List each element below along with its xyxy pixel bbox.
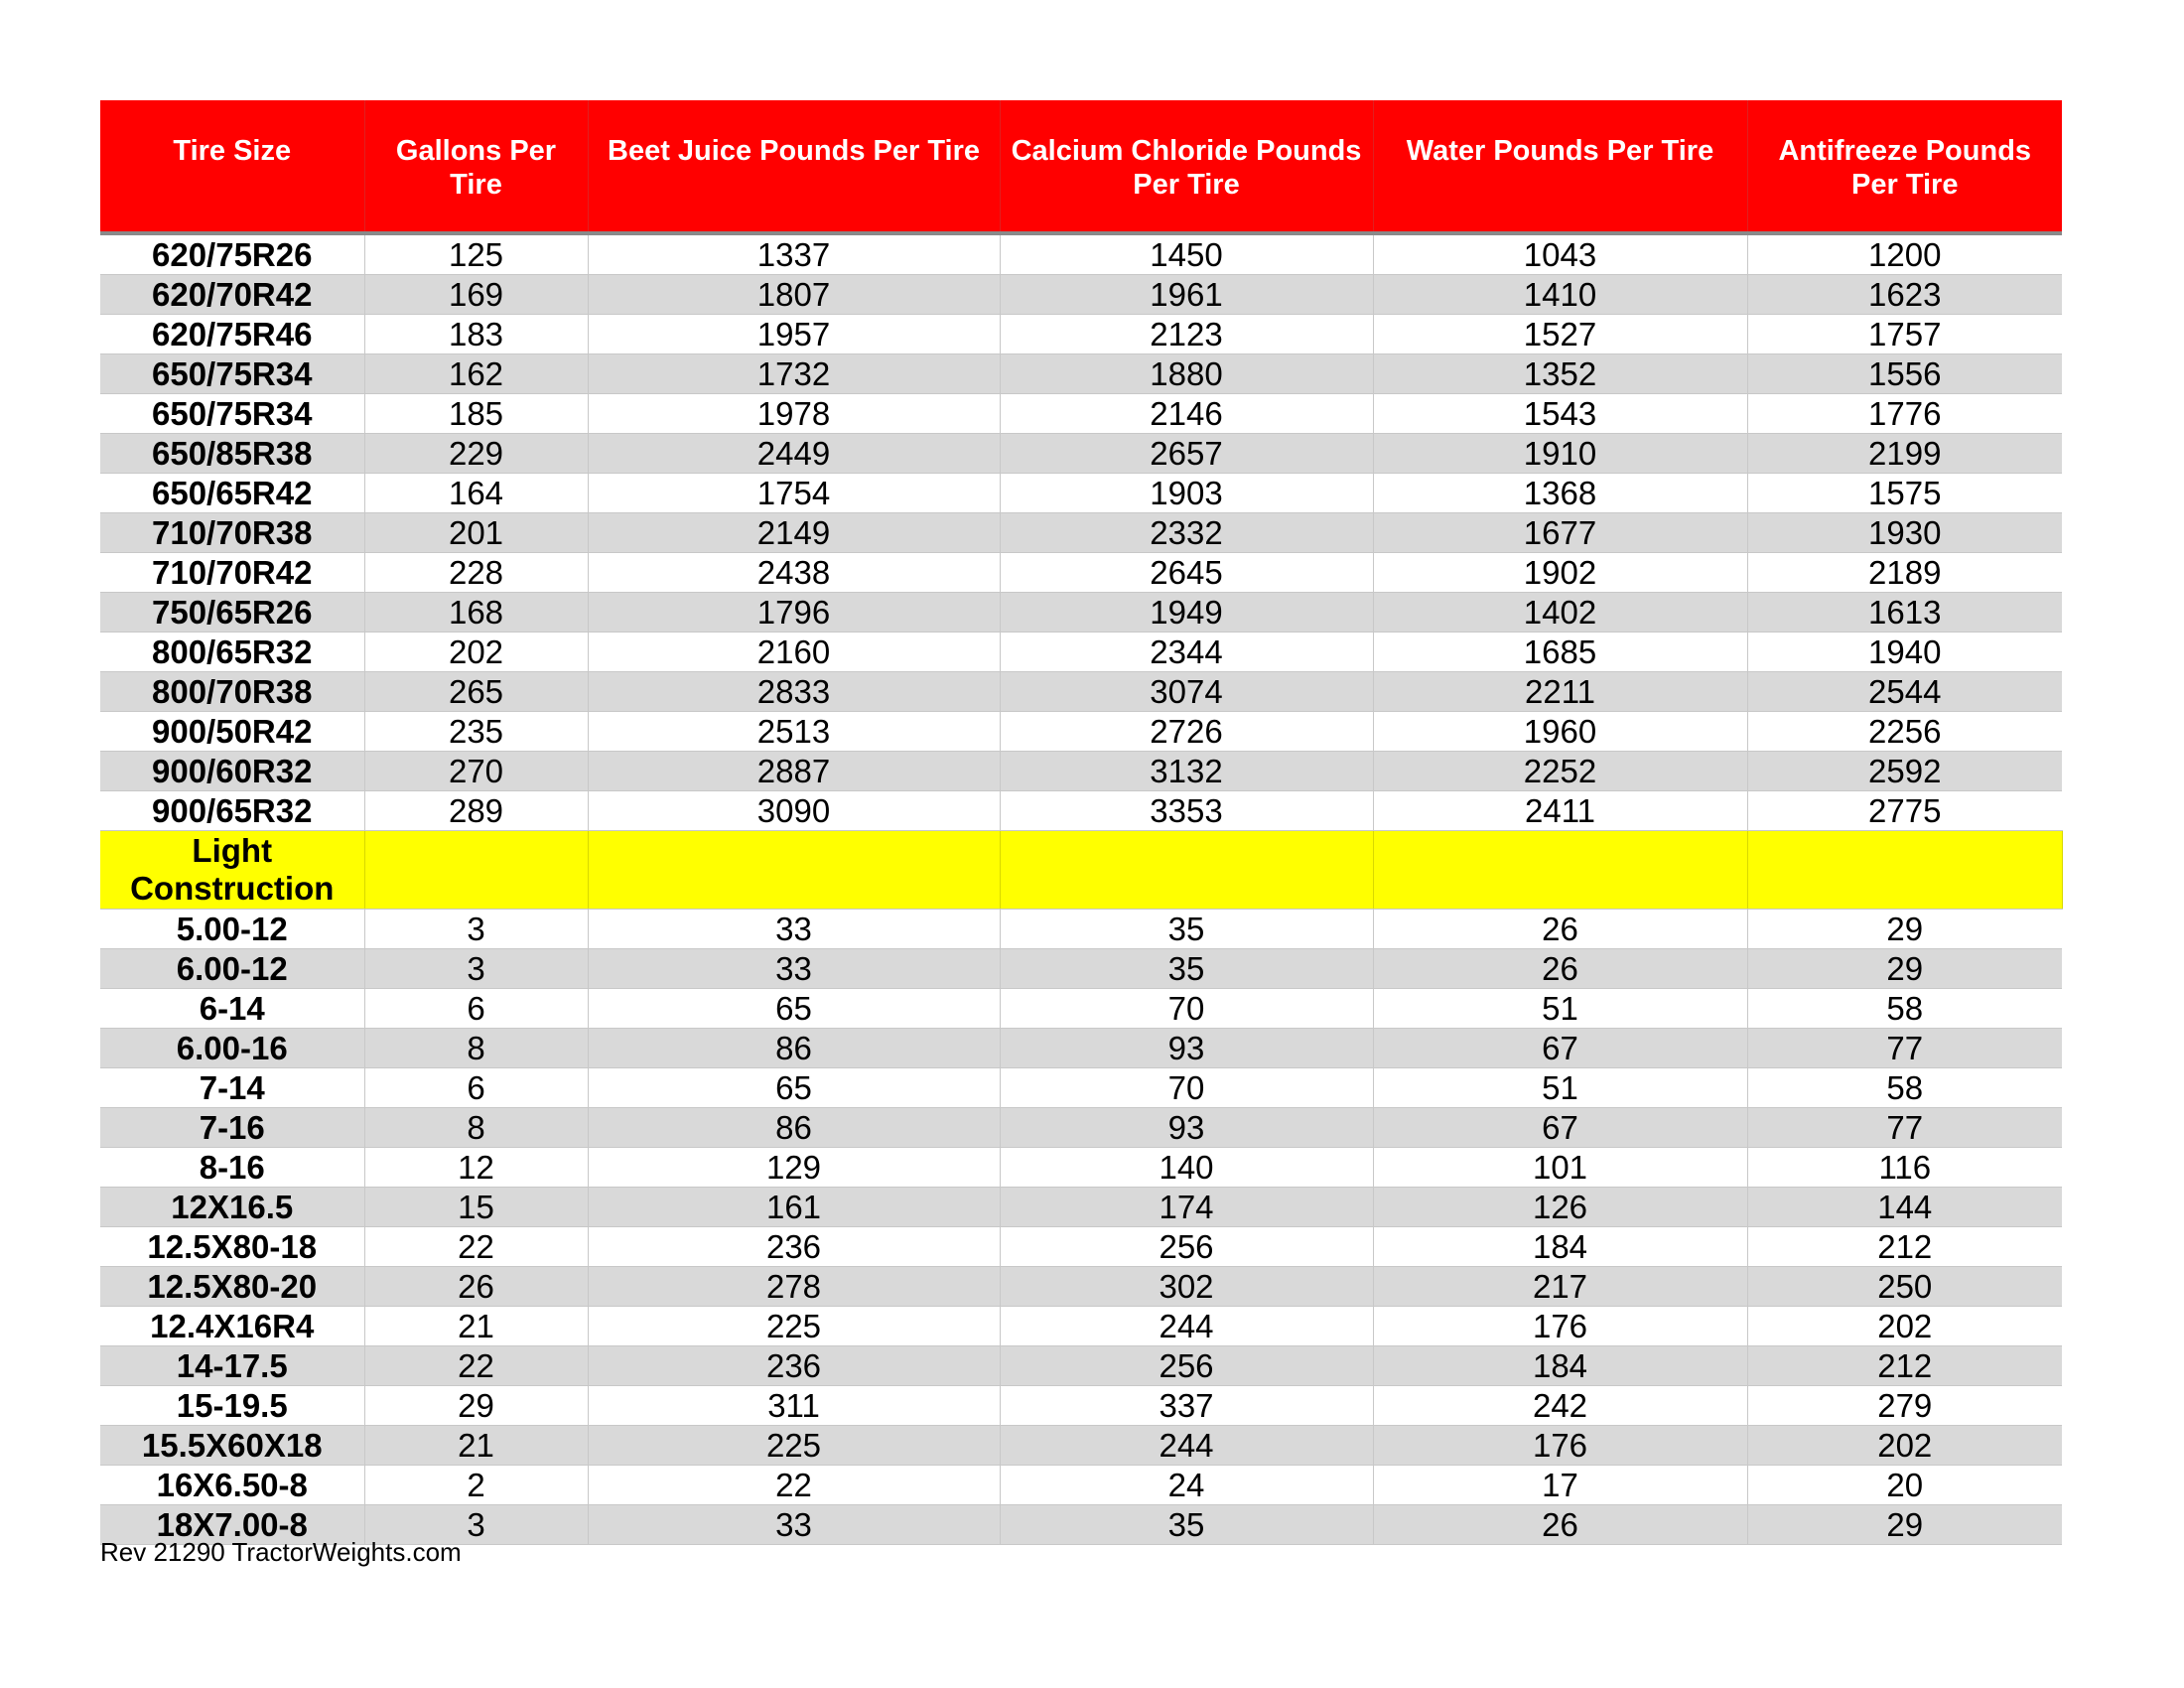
tire-ballast-table	[100, 100, 2063, 1545]
table-row	[100, 1068, 2062, 1108]
cell-antifreeze-lbs: 2189	[1747, 553, 2062, 593]
cell-gallons: 21	[364, 1307, 588, 1346]
cell-calcium-chloride-lbs: 35	[1000, 1505, 1373, 1545]
cell-gallons: 22	[364, 1227, 588, 1267]
cell-antifreeze-lbs: 1757	[1747, 315, 2062, 354]
table-row	[100, 1148, 2062, 1188]
cell-beet-juice-lbs: 33	[588, 910, 1000, 949]
cell-calcium-chloride-lbs: 2726	[1000, 712, 1373, 752]
cell-gallons: 3	[364, 1505, 588, 1545]
cell-calcium-chloride-lbs: 1961	[1000, 275, 1373, 315]
cell-water-lbs: 26	[1373, 1505, 1747, 1545]
cell-beet-juice-lbs: 33	[588, 1505, 1000, 1545]
cell-calcium-chloride-lbs: 337	[1000, 1386, 1373, 1426]
cell-antifreeze-lbs: 1556	[1747, 354, 2062, 394]
cell-tire-size: 650/85R38	[100, 434, 364, 474]
table-row	[100, 1346, 2062, 1386]
cell-calcium-chloride-lbs: 93	[1000, 1029, 1373, 1068]
table-row	[100, 1386, 2062, 1426]
section-row-light-construction	[100, 831, 2062, 910]
cell-water-lbs: 2252	[1373, 752, 1747, 791]
cell-tire-size: 650/75R34	[100, 354, 364, 394]
cell-water-lbs: 1960	[1373, 712, 1747, 752]
cell-water-lbs: 2411	[1373, 791, 1747, 831]
cell-calcium-chloride-lbs: 3132	[1000, 752, 1373, 791]
table-row	[100, 1307, 2062, 1346]
cell-gallons: 125	[364, 233, 588, 275]
cell-tire-size: 650/65R42	[100, 474, 364, 513]
cell-tire-size: 15-19.5	[100, 1386, 364, 1426]
cell-tire-size: 710/70R38	[100, 513, 364, 553]
cell-water-lbs: 1543	[1373, 394, 1747, 434]
table-row	[100, 593, 2062, 633]
cell-tire-size: 18X7.00-8	[100, 1505, 364, 1545]
section-label: Light Construction	[100, 831, 364, 910]
cell-calcium-chloride-lbs: 256	[1000, 1227, 1373, 1267]
cell-water-lbs: 1410	[1373, 275, 1747, 315]
table-row	[100, 275, 2062, 315]
cell-tire-size: 900/60R32	[100, 752, 364, 791]
table-row	[100, 315, 2062, 354]
cell-beet-juice-lbs: 2438	[588, 553, 1000, 593]
cell-water-lbs: 176	[1373, 1426, 1747, 1466]
cell-gallons: 169	[364, 275, 588, 315]
cell-antifreeze-lbs: 202	[1747, 1426, 2062, 1466]
cell-beet-juice-lbs: 2513	[588, 712, 1000, 752]
cell-beet-juice-lbs: 129	[588, 1148, 1000, 1188]
cell-gallons: 2	[364, 1466, 588, 1505]
cell-water-lbs: 51	[1373, 1068, 1747, 1108]
cell-beet-juice-lbs: 1754	[588, 474, 1000, 513]
cell-water-lbs: 101	[1373, 1148, 1747, 1188]
cell-antifreeze-lbs: 29	[1747, 1505, 2062, 1545]
cell-tire-size: 800/65R32	[100, 633, 364, 672]
table-row	[100, 553, 2062, 593]
cell-beet-juice-lbs: 225	[588, 1307, 1000, 1346]
cell-antifreeze-lbs: 116	[1747, 1148, 2062, 1188]
cell-tire-size: 6.00-16	[100, 1029, 364, 1068]
cell-tire-size: 15.5X60X18	[100, 1426, 364, 1466]
cell-antifreeze-lbs: 2775	[1747, 791, 2062, 831]
cell-gallons: 168	[364, 593, 588, 633]
table-body	[100, 233, 2062, 1545]
table-row	[100, 752, 2062, 791]
cell-tire-size: 12.5X80-18	[100, 1227, 364, 1267]
cell-calcium-chloride-lbs: 1450	[1000, 233, 1373, 275]
section-empty-cell	[588, 831, 1000, 910]
cell-antifreeze-lbs: 144	[1747, 1188, 2062, 1227]
cell-antifreeze-lbs: 29	[1747, 910, 2062, 949]
cell-beet-juice-lbs: 2160	[588, 633, 1000, 672]
cell-tire-size: 16X6.50-8	[100, 1466, 364, 1505]
cell-tire-size: 12.5X80-20	[100, 1267, 364, 1307]
cell-gallons: 15	[364, 1188, 588, 1227]
cell-gallons: 8	[364, 1029, 588, 1068]
section-empty-cell	[1747, 831, 2062, 910]
cell-calcium-chloride-lbs: 2344	[1000, 633, 1373, 672]
cell-gallons: 3	[364, 949, 588, 989]
header-gallons-per-tire: Gallons Per Tire	[364, 100, 588, 233]
cell-tire-size: 900/65R32	[100, 791, 364, 831]
cell-tire-size: 7-16	[100, 1108, 364, 1148]
cell-calcium-chloride-lbs: 174	[1000, 1188, 1373, 1227]
cell-antifreeze-lbs: 1623	[1747, 275, 2062, 315]
header-calcium-chloride-pounds: Calcium Chloride Pounds Per Tire	[1000, 100, 1373, 233]
cell-calcium-chloride-lbs: 256	[1000, 1346, 1373, 1386]
cell-gallons: 202	[364, 633, 588, 672]
cell-beet-juice-lbs: 2887	[588, 752, 1000, 791]
cell-beet-juice-lbs: 65	[588, 1068, 1000, 1108]
cell-antifreeze-lbs: 1200	[1747, 233, 2062, 275]
cell-gallons: 3	[364, 910, 588, 949]
table-row	[100, 1466, 2062, 1505]
section-empty-cell	[1000, 831, 1373, 910]
cell-calcium-chloride-lbs: 140	[1000, 1148, 1373, 1188]
cell-water-lbs: 1043	[1373, 233, 1747, 275]
cell-gallons: 228	[364, 553, 588, 593]
cell-tire-size: 620/75R46	[100, 315, 364, 354]
cell-calcium-chloride-lbs: 302	[1000, 1267, 1373, 1307]
table-row	[100, 633, 2062, 672]
cell-water-lbs: 217	[1373, 1267, 1747, 1307]
cell-beet-juice-lbs: 1957	[588, 315, 1000, 354]
cell-antifreeze-lbs: 2199	[1747, 434, 2062, 474]
table-row	[100, 474, 2062, 513]
cell-tire-size: 800/70R38	[100, 672, 364, 712]
table-row	[100, 989, 2062, 1029]
cell-antifreeze-lbs: 1930	[1747, 513, 2062, 553]
cell-calcium-chloride-lbs: 70	[1000, 989, 1373, 1029]
cell-gallons: 183	[364, 315, 588, 354]
cell-gallons: 270	[364, 752, 588, 791]
cell-antifreeze-lbs: 212	[1747, 1346, 2062, 1386]
table-row	[100, 354, 2062, 394]
header-row	[100, 100, 2062, 233]
header-tire-size: Tire Size	[100, 100, 364, 233]
cell-water-lbs: 176	[1373, 1307, 1747, 1346]
cell-gallons: 162	[364, 354, 588, 394]
cell-tire-size: 710/70R42	[100, 553, 364, 593]
revision-footer: Rev 21290 TractorWeights.com	[100, 1537, 462, 1567]
cell-tire-size: 8-16	[100, 1148, 364, 1188]
cell-antifreeze-lbs: 2544	[1747, 672, 2062, 712]
cell-gallons: 26	[364, 1267, 588, 1307]
cell-tire-size: 14-17.5	[100, 1346, 364, 1386]
cell-antifreeze-lbs: 77	[1747, 1108, 2062, 1148]
cell-tire-size: 12X16.5	[100, 1188, 364, 1227]
cell-gallons: 12	[364, 1148, 588, 1188]
cell-calcium-chloride-lbs: 2645	[1000, 553, 1373, 593]
cell-calcium-chloride-lbs: 2657	[1000, 434, 1373, 474]
cell-calcium-chloride-lbs: 24	[1000, 1466, 1373, 1505]
cell-water-lbs: 26	[1373, 949, 1747, 989]
cell-calcium-chloride-lbs: 93	[1000, 1108, 1373, 1148]
cell-water-lbs: 2211	[1373, 672, 1747, 712]
cell-antifreeze-lbs: 77	[1747, 1029, 2062, 1068]
cell-water-lbs: 1402	[1373, 593, 1747, 633]
cell-calcium-chloride-lbs: 3074	[1000, 672, 1373, 712]
cell-gallons: 229	[364, 434, 588, 474]
cell-beet-juice-lbs: 1796	[588, 593, 1000, 633]
cell-water-lbs: 126	[1373, 1188, 1747, 1227]
cell-tire-size: 750/65R26	[100, 593, 364, 633]
table-row	[100, 672, 2062, 712]
cell-water-lbs: 1685	[1373, 633, 1747, 672]
cell-gallons: 164	[364, 474, 588, 513]
cell-tire-size: 7-14	[100, 1068, 364, 1108]
cell-beet-juice-lbs: 2449	[588, 434, 1000, 474]
cell-beet-juice-lbs: 2149	[588, 513, 1000, 553]
cell-tire-size: 650/75R34	[100, 394, 364, 434]
cell-water-lbs: 17	[1373, 1466, 1747, 1505]
cell-water-lbs: 1677	[1373, 513, 1747, 553]
tire-ballast-sheet	[100, 100, 2062, 1545]
cell-gallons: 8	[364, 1108, 588, 1148]
table-row	[100, 712, 2062, 752]
cell-gallons: 201	[364, 513, 588, 553]
cell-water-lbs: 1902	[1373, 553, 1747, 593]
cell-antifreeze-lbs: 2592	[1747, 752, 2062, 791]
cell-beet-juice-lbs: 86	[588, 1029, 1000, 1068]
cell-tire-size: 620/75R26	[100, 233, 364, 275]
cell-tire-size: 6.00-12	[100, 949, 364, 989]
cell-antifreeze-lbs: 279	[1747, 1386, 2062, 1426]
header-beet-juice-pounds: Beet Juice Pounds Per Tire	[588, 100, 1000, 233]
table-row	[100, 434, 2062, 474]
cell-beet-juice-lbs: 225	[588, 1426, 1000, 1466]
cell-gallons: 265	[364, 672, 588, 712]
cell-beet-juice-lbs: 1732	[588, 354, 1000, 394]
cell-calcium-chloride-lbs: 1903	[1000, 474, 1373, 513]
cell-beet-juice-lbs: 86	[588, 1108, 1000, 1148]
cell-water-lbs: 184	[1373, 1227, 1747, 1267]
header-antifreeze-pounds: Antifreeze Pounds Per Tire	[1747, 100, 2062, 233]
cell-calcium-chloride-lbs: 244	[1000, 1307, 1373, 1346]
cell-beet-juice-lbs: 1807	[588, 275, 1000, 315]
cell-antifreeze-lbs: 1613	[1747, 593, 2062, 633]
cell-tire-size: 900/50R42	[100, 712, 364, 752]
cell-antifreeze-lbs: 1575	[1747, 474, 2062, 513]
cell-water-lbs: 67	[1373, 1108, 1747, 1148]
cell-gallons: 235	[364, 712, 588, 752]
cell-beet-juice-lbs: 1337	[588, 233, 1000, 275]
cell-water-lbs: 1527	[1373, 315, 1747, 354]
cell-water-lbs: 51	[1373, 989, 1747, 1029]
cell-gallons: 289	[364, 791, 588, 831]
cell-antifreeze-lbs: 1776	[1747, 394, 2062, 434]
cell-gallons: 6	[364, 989, 588, 1029]
cell-beet-juice-lbs: 236	[588, 1346, 1000, 1386]
table-row	[100, 1227, 2062, 1267]
cell-antifreeze-lbs: 212	[1747, 1227, 2062, 1267]
cell-antifreeze-lbs: 2256	[1747, 712, 2062, 752]
cell-water-lbs: 1352	[1373, 354, 1747, 394]
table-header	[100, 100, 2062, 233]
cell-antifreeze-lbs: 1940	[1747, 633, 2062, 672]
cell-water-lbs: 1910	[1373, 434, 1747, 474]
table-row	[100, 949, 2062, 989]
cell-beet-juice-lbs: 161	[588, 1188, 1000, 1227]
cell-calcium-chloride-lbs: 2123	[1000, 315, 1373, 354]
cell-tire-size: 12.4X16R4	[100, 1307, 364, 1346]
table-row	[100, 513, 2062, 553]
table-row	[100, 1267, 2062, 1307]
cell-calcium-chloride-lbs: 70	[1000, 1068, 1373, 1108]
cell-tire-size: 5.00-12	[100, 910, 364, 949]
cell-beet-juice-lbs: 236	[588, 1227, 1000, 1267]
cell-beet-juice-lbs: 22	[588, 1466, 1000, 1505]
cell-calcium-chloride-lbs: 3353	[1000, 791, 1373, 831]
cell-water-lbs: 242	[1373, 1386, 1747, 1426]
header-water-pounds: Water Pounds Per Tire	[1373, 100, 1747, 233]
table-row	[100, 1188, 2062, 1227]
cell-calcium-chloride-lbs: 2146	[1000, 394, 1373, 434]
cell-beet-juice-lbs: 278	[588, 1267, 1000, 1307]
cell-water-lbs: 67	[1373, 1029, 1747, 1068]
cell-beet-juice-lbs: 33	[588, 949, 1000, 989]
table-row	[100, 1108, 2062, 1148]
cell-calcium-chloride-lbs: 35	[1000, 949, 1373, 989]
cell-antifreeze-lbs: 202	[1747, 1307, 2062, 1346]
table-row	[100, 791, 2062, 831]
cell-gallons: 22	[364, 1346, 588, 1386]
cell-tire-size: 6-14	[100, 989, 364, 1029]
cell-calcium-chloride-lbs: 1880	[1000, 354, 1373, 394]
cell-beet-juice-lbs: 311	[588, 1386, 1000, 1426]
cell-calcium-chloride-lbs: 244	[1000, 1426, 1373, 1466]
cell-water-lbs: 184	[1373, 1346, 1747, 1386]
cell-antifreeze-lbs: 250	[1747, 1267, 2062, 1307]
cell-water-lbs: 1368	[1373, 474, 1747, 513]
cell-beet-juice-lbs: 3090	[588, 791, 1000, 831]
table-row	[100, 394, 2062, 434]
cell-gallons: 185	[364, 394, 588, 434]
cell-antifreeze-lbs: 29	[1747, 949, 2062, 989]
cell-beet-juice-lbs: 2833	[588, 672, 1000, 712]
cell-gallons: 21	[364, 1426, 588, 1466]
section-empty-cell	[1373, 831, 1747, 910]
cell-tire-size: 620/70R42	[100, 275, 364, 315]
cell-gallons: 29	[364, 1386, 588, 1426]
cell-antifreeze-lbs: 58	[1747, 1068, 2062, 1108]
table-row	[100, 910, 2062, 949]
cell-beet-juice-lbs: 65	[588, 989, 1000, 1029]
cell-water-lbs: 26	[1373, 910, 1747, 949]
cell-calcium-chloride-lbs: 1949	[1000, 593, 1373, 633]
table-row	[100, 1426, 2062, 1466]
cell-calcium-chloride-lbs: 2332	[1000, 513, 1373, 553]
cell-antifreeze-lbs: 20	[1747, 1466, 2062, 1505]
table-row	[100, 233, 2062, 275]
cell-antifreeze-lbs: 58	[1747, 989, 2062, 1029]
cell-calcium-chloride-lbs: 35	[1000, 910, 1373, 949]
cell-gallons: 6	[364, 1068, 588, 1108]
section-empty-cell	[364, 831, 588, 910]
table-row	[100, 1029, 2062, 1068]
cell-beet-juice-lbs: 1978	[588, 394, 1000, 434]
